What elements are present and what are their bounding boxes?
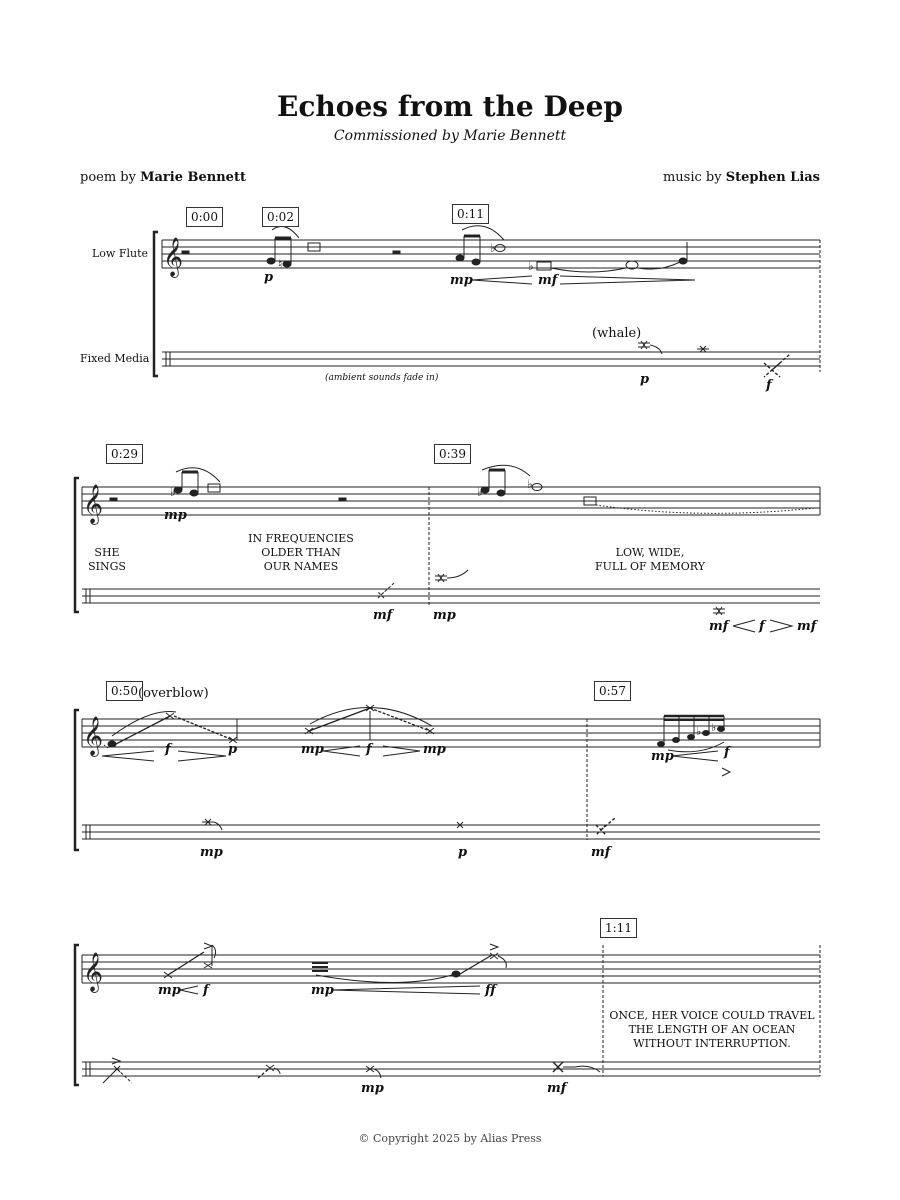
composer-name: Stephen Lias <box>725 170 820 185</box>
media-staff <box>82 589 820 603</box>
dynamic-mark: mp <box>450 273 473 288</box>
timestamp: 1:11 <box>600 918 637 938</box>
treble-clef-3: 𝄞 <box>83 716 104 756</box>
text-cue-frequencies <box>236 532 366 574</box>
ambient-annotation: (ambient sounds fade in) <box>325 373 439 383</box>
dynamic-mark: p <box>228 742 238 757</box>
flat-sign: ♭ <box>528 259 534 273</box>
dynamic-mark: mp <box>311 983 334 998</box>
note <box>679 258 687 264</box>
text-cue-she-sings <box>82 546 132 574</box>
dynamic-mark: mp <box>423 742 446 757</box>
x-notehead <box>697 346 709 352</box>
instrument-media: Fixed Media <box>80 352 150 365</box>
timestamp: 0:11 <box>452 204 489 224</box>
cue-line: OUR NAMES <box>263 560 339 573</box>
flat-sign: ♭ <box>711 721 717 734</box>
cue-line: WITHOUT INTERRUPTION. <box>633 1037 791 1050</box>
natural-sign: ♮ <box>278 257 283 271</box>
dynamic-mark: f <box>724 745 730 760</box>
dynamic-mark: mp <box>301 742 324 757</box>
dynamic-mark: ff <box>485 983 496 998</box>
cue-line: LOW, WIDE, <box>615 546 685 559</box>
breve-note <box>537 262 551 270</box>
note <box>495 245 505 252</box>
cue-line: SHE <box>94 546 120 559</box>
media-staff <box>82 825 820 839</box>
dynamic-mark: mp <box>158 983 181 998</box>
cue-line: FULL OF MEMORY <box>595 560 705 573</box>
x-notehead <box>638 341 650 349</box>
note <box>283 261 291 267</box>
treble-clef-1: 𝄞 <box>163 237 184 277</box>
flat-sign: ♭ <box>490 241 496 255</box>
treble-clef-4: 𝄞 <box>83 952 104 992</box>
dynamic-mark: mp <box>164 508 187 523</box>
dynamic-mark: mf <box>591 845 611 860</box>
dynamic-mark: f <box>766 378 772 393</box>
dynamic-mark: mp <box>651 749 674 764</box>
poet-name: Marie Bennett <box>140 170 246 185</box>
timestamp: 0:50 <box>106 681 143 701</box>
system-bracket <box>154 232 158 376</box>
text-cue-once <box>606 1009 818 1051</box>
dynamic-mark: f <box>203 983 209 998</box>
instrument-flute: Low Flute <box>92 247 149 260</box>
dynamic-mark: mf <box>547 1081 567 1096</box>
page-title: Echoes from the Deep <box>277 90 623 123</box>
dynamic-mark: f <box>366 742 372 757</box>
note <box>472 259 480 265</box>
dynamic-mark: mf <box>797 619 817 634</box>
music-prefix: music by <box>662 170 722 185</box>
treble-clef-2: 𝄞 <box>83 484 104 524</box>
timestamp: 0:29 <box>106 444 143 464</box>
note <box>267 258 275 264</box>
system-3 <box>75 705 820 850</box>
media-staff <box>162 352 820 366</box>
rest <box>393 251 400 254</box>
dynamic-mark: mp <box>200 845 223 860</box>
subtitle: Commissioned by Marie Bennett <box>333 128 567 144</box>
dynamic-mark: p <box>458 845 468 860</box>
dynamic-mark: p <box>264 270 274 285</box>
flat-sign: ♭ <box>696 725 702 738</box>
cue-line: ONCE, HER VOICE COULD TRAVEL <box>609 1009 815 1022</box>
dynamic-mark: mp <box>361 1081 384 1096</box>
poem-prefix: poem by <box>80 170 136 185</box>
dynamic-mark: f <box>165 742 171 757</box>
timestamp: 0:57 <box>594 681 631 701</box>
flat-sign: ♭ <box>527 477 533 491</box>
dynamic-mark: mf <box>373 608 393 623</box>
dynamic-mark: f <box>759 619 765 634</box>
dotted-tie <box>596 505 815 513</box>
flat-sign: ♭ <box>477 485 483 499</box>
cue-line: SINGS <box>88 560 126 573</box>
cue-line: IN FREQUENCIES <box>248 532 354 545</box>
copyright: © Copyright 2025 by Alias Press <box>358 1132 542 1145</box>
timestamp: 0:02 <box>262 207 299 227</box>
cue-line: OLDER THAN <box>261 546 341 559</box>
timestamp: 0:00 <box>186 207 223 227</box>
flat-sign: ♭ <box>170 485 176 499</box>
dynamic-mark: mf <box>709 619 729 634</box>
media-staff <box>82 1062 820 1076</box>
note <box>456 255 464 261</box>
decrescendo-hairpin <box>560 276 695 284</box>
system-1 <box>154 226 820 377</box>
cue-line: THE LENGTH OF AN OCEAN <box>628 1023 796 1036</box>
dynamic-mark: p <box>640 372 650 387</box>
text-cue-low-wide <box>580 546 720 574</box>
dynamic-mark: mf <box>538 273 558 288</box>
dynamic-mark: mp <box>433 608 456 623</box>
whale-annotation: (whale) <box>592 326 642 341</box>
timestamp: 0:39 <box>434 444 471 464</box>
crescendo-hairpin <box>472 276 532 284</box>
overblow-annotation: (overblow) <box>138 686 209 701</box>
